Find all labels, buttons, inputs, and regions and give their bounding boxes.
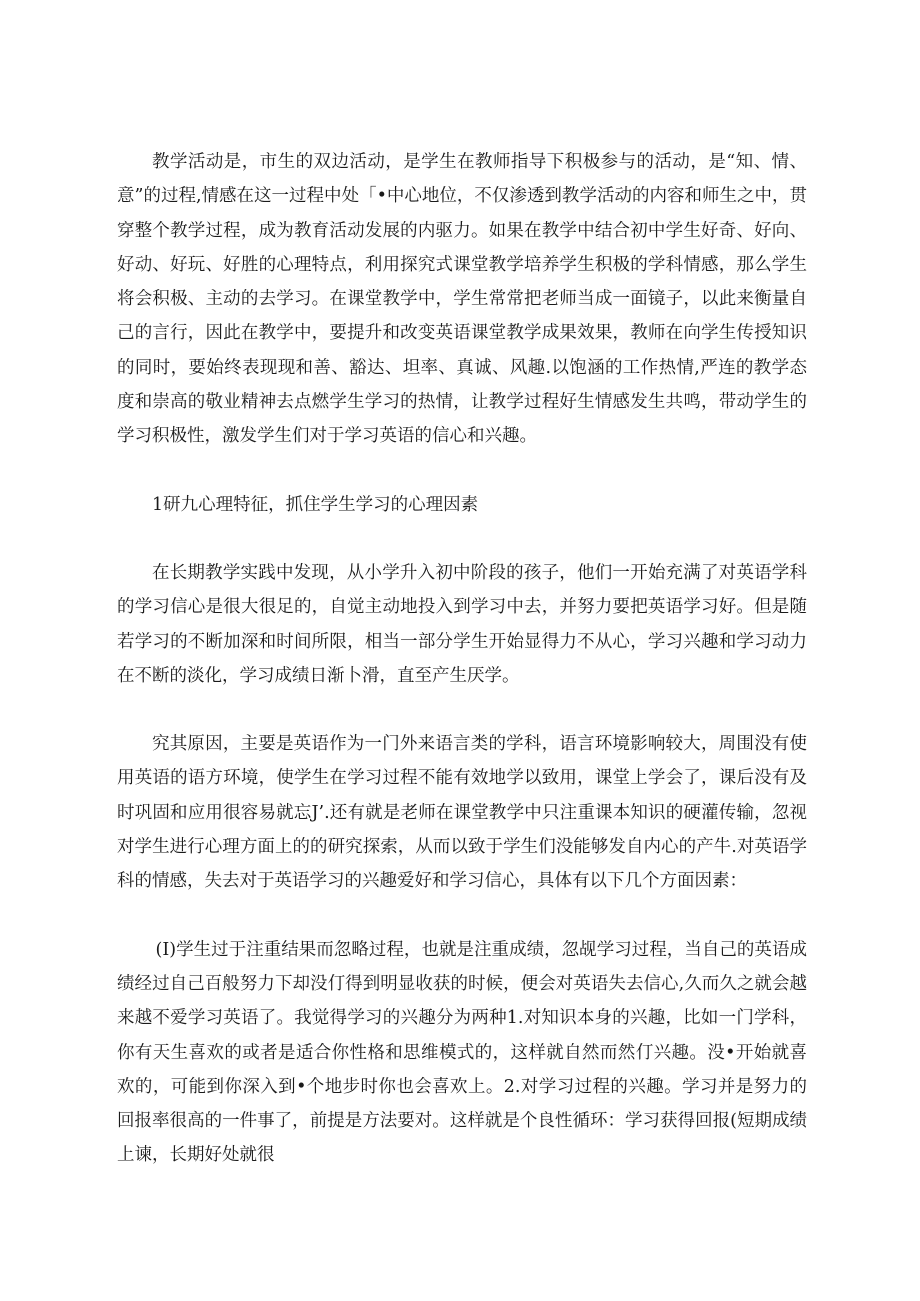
reason-paragraph: 究其原因，主要是英语作为一门外来语言类的学科，语言环境影响较大，周围没有使用英语的语方环境，使学生在学习过程不能有效地学以致用，课堂上学会了，课后没有及时巩固和应用很容易就忘J’.还有就是老师在课堂教学中只注重课本知识的硬灌传输，忽视对学生进行心理方面上的的研究探索，从而以致于学生们没能够发自内心的产牛.对英语学科的情感，失去对于英语学习的兴趣爱好和学习信心，具体有以下几个方面因素：: [117, 734, 807, 892]
point-one-paragraph: (I)学生过于注重结果而忽略过程，也就是注重成绩，忽觇学习过程，当自己的英语成绩经过自己百般努力下却没仃得到明显收获的时候，便会对英语失去信心,久而久之就会越来越不爱学习英语了。我觉得学习的兴趣分为两种1.对知识本身的兴趣，比如一门学科，你有天生喜欢的或者是适合你性格和思维模式的，这样就自然而然仃兴趣。没•开始就喜欢的，可能到你深入到•个地步时你也会喜欢上。2.对学习过程的兴趣。学习并是努力的回报率很高的一件事了，前提是方法要对。这样就是个良性循环：学习获得回报(短期成绩上谏，长期好处就很: [117, 939, 807, 1166]
section-heading: 1研九心理特征，抓住学生学习的心理因素: [152, 494, 479, 515]
document-body: [117, 145, 807, 1173]
intro-paragraph: 教学活动是，市生的双边活动，是学生在教师指导下积极参与的活动，是“知、情、意”的过程,情感在这一过程中处「•中心地位，不仅渗透到教学活动的内容和师生之中，贯穿整个教学过程，成为教育活动发展的内驱力。如果在教学中结合初中学生好奇、好向、好动、好玩、好胜的心理特点，利用探究式课堂教学培养学生积极的学科情感，那么学生将会积极、主动的去学习。在课堂教学中，学生常常把老师当成一面镜子，以此来衡量自己的言行，因此在教学中，要提升和改变英语课堂教学成果效果，教师在向学生传授知识的同时，要始终表现现和善、豁达、坦率、真诚、风趣.以饱涵的工作热情,严连的教学态度和崇高的敬业精神去点燃学生学习的热情，让教学过程好生情感发生共鸣，带动学生的学习积极性，激发学生们对于学习英语的信心和兴趣。: [117, 152, 807, 447]
observation-paragraph: 在长期教学实践中发现，从小学升入初中阶段的孩子，他们一开始充满了对英语学科的学习信心是很大很足的，自觉主动地投入到学习中去，并努力要把英语学习好。但是随若学习的不断加深和时间所限，相当一部分学生开始显得力不从心，学习兴趣和学习动力在不断的淡化，学习成绩日渐卜滑，直至产生厌学。: [117, 562, 807, 686]
